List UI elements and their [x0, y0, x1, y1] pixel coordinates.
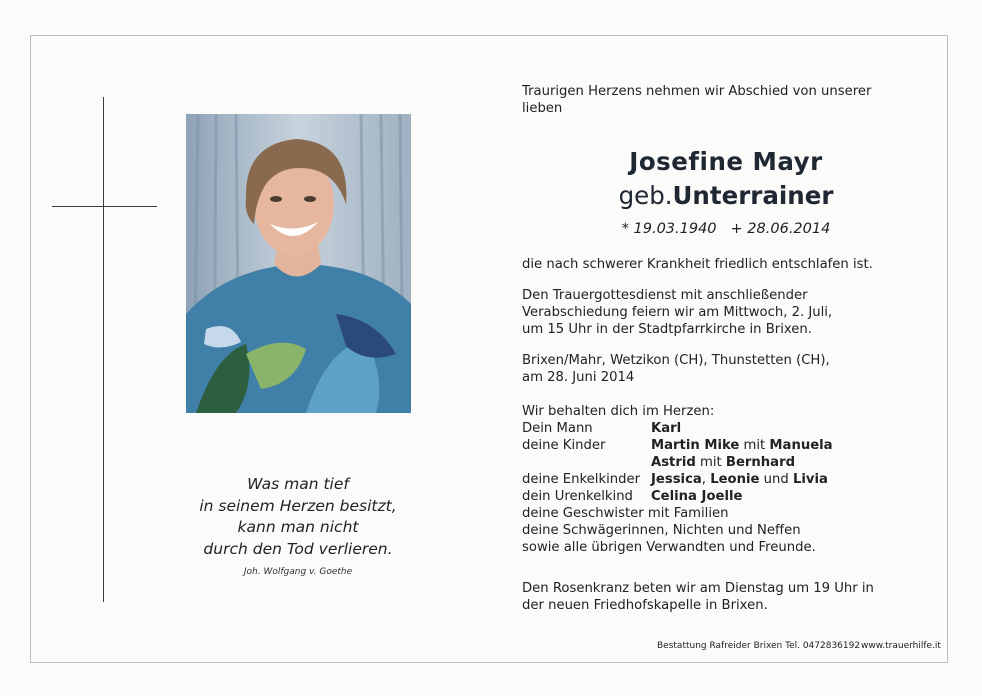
- partner-name: Bernhard: [725, 455, 796, 470]
- service-line: um 15 Uhr in der Stadtpfarrkirche in Brixen.: [522, 322, 812, 337]
- quote-line: kann man nicht: [237, 518, 359, 536]
- great-grandchild-label: dein Urenkelkind: [522, 489, 633, 504]
- intro-line: lieben: [522, 101, 563, 116]
- quote-line: in seinem Herzen besitzt,: [199, 496, 397, 515]
- grandchildren-label: deine Enkelkinder: [522, 472, 641, 487]
- rosary-line: Den Rosenkranz beten wir am Dienstag um 19 Uhr in: [522, 581, 874, 596]
- quote: [170, 474, 426, 560]
- great-grandchild-name: Celina Joelle: [651, 489, 743, 504]
- rosary-line: der neuen Friedhofskapelle in Brixen.: [522, 598, 768, 613]
- intro-line: Traurigen Herzens nehmen wir Abschied von unserer: [522, 84, 872, 99]
- place-line: Brixen/Mahr, Wetzikon (CH), Thunstetten (CH),: [522, 353, 830, 368]
- grandchild-name: Livia: [792, 472, 828, 487]
- deceased-name: Josefine Mayr: [629, 147, 823, 176]
- partner-name: Manuela: [769, 438, 833, 453]
- quote-line: durch den Tod verlieren.: [203, 539, 393, 558]
- life-dates: [522, 221, 930, 237]
- place-line: am 28. Juni 2014: [522, 370, 635, 385]
- undertaker-info: Bestattung Rafreider Brixen Tel. 0472836192: [657, 641, 861, 651]
- and-text: und: [759, 472, 793, 487]
- service-line: Den Trauergottesdienst mit anschließender: [522, 288, 808, 303]
- child-name: Martin Mike: [651, 438, 740, 453]
- with-text: mit: [739, 438, 770, 453]
- siblings-line: deine Geschwister mit Familien: [522, 506, 729, 521]
- birth-date: * 19.03.1940: [621, 221, 717, 237]
- husband-label: Dein Mann: [522, 421, 593, 436]
- grandchild-name: Leonie: [710, 472, 760, 487]
- grandchild-name: Jessica: [651, 472, 702, 487]
- service-line: Verabschiedung feiern wir am Mittwoch, 2. Juli,: [522, 305, 833, 320]
- maiden-name: [522, 181, 930, 210]
- death-line: die nach schwerer Krankheit friedlich entschlafen ist.: [522, 257, 873, 272]
- cross-horizontal: [52, 206, 157, 207]
- separator-text: ,: [701, 472, 711, 487]
- card-frame: [30, 35, 948, 663]
- quote-line: Was man tief: [247, 475, 349, 493]
- cross-vertical: [103, 97, 104, 602]
- others-line: sowie alle übrigen Verwandten und Freunde.: [522, 540, 816, 555]
- child-name: Astrid: [651, 455, 696, 470]
- maiden-surname: Unterrainer: [672, 181, 834, 210]
- maiden-prefix: geb.: [618, 181, 673, 210]
- inlaws-line: deine Schwägerinnen, Nichten und Neffen: [522, 523, 801, 538]
- children-label: deine Kinder: [522, 438, 606, 453]
- family-heading: Wir behalten dich im Herzen:: [522, 404, 715, 419]
- husband-name: Karl: [651, 421, 682, 436]
- portrait-photo: [186, 114, 411, 413]
- website-link[interactable]: www.trauerhilfe.it: [861, 641, 941, 651]
- quote-author: Joh. Wolfgang v. Goethe: [243, 567, 353, 577]
- death-date: + 28.06.2014: [730, 221, 831, 237]
- with-text: mit: [695, 455, 726, 470]
